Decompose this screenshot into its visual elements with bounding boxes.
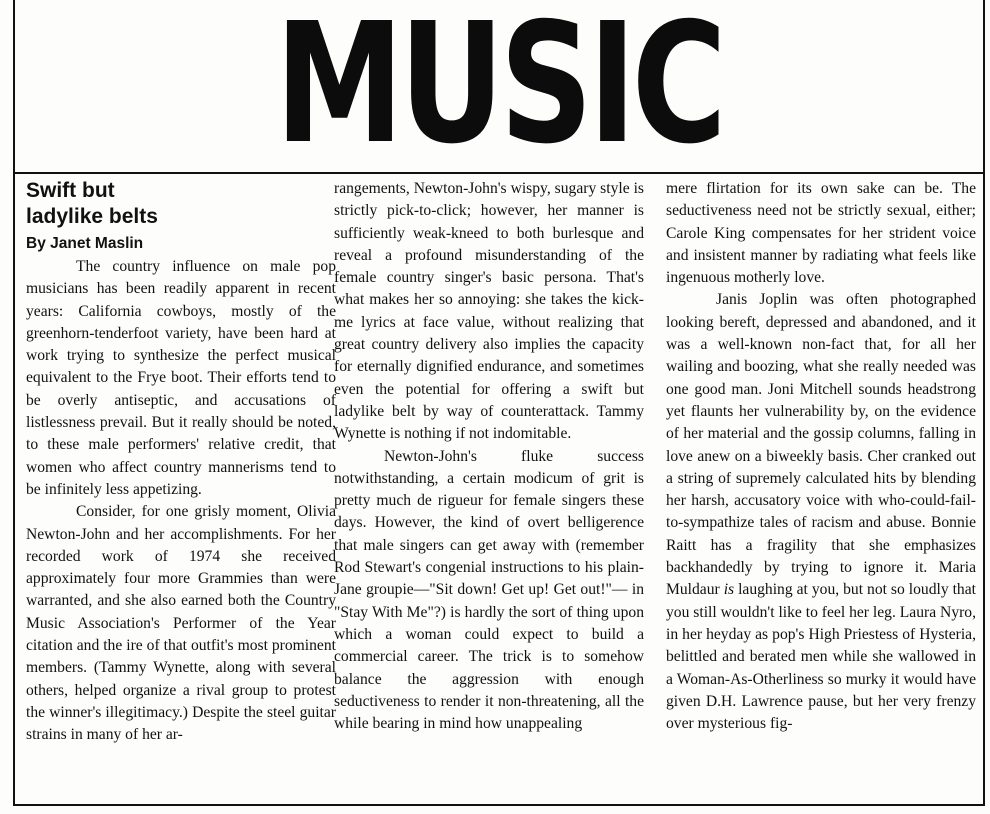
paragraph: mere flirtation for its own sake can be. The seductiveness need not be strictly sexual, either; Carole King compensates for her strident voice and insistent manner by radiating what feels like ingenuous motherly love. — [666, 180, 976, 287]
headline-line-2: ladylike belts — [26, 205, 158, 228]
paragraph: The country influence on male pop musicians has been readily apparent in recent years: California cowboys, mostly of the greenhorn-tenderfoot variety, have been hard at work trying to synthesize the perfect musical equivalent to the Frye boot. Their efforts tend to be overly antiseptic, and accusations of listlessness prevail. But it really should be noted, to these male performers' relative credit, that women who affect country mannerisms tend to be infinitely less appetizing. — [26, 258, 336, 498]
paragraph: rangements, Newton-John's wispy, sugary style is strictly pick-to-click; however, her manner is sufficiently weak-kneed to both burlesque and reveal a profound misunderstanding of the female country singer's basic persona. That's what makes her so annoying: she takes the kick-me lyrics at face value, without realizing that great country delivery also implies the capacity for eternally dignified endurance, and sometimes even the potential for offering a swift but ladylike belt by way of counterattack. Tammy Wynette is nothing if not indomitable. — [334, 180, 644, 443]
paragraph — [666, 289, 976, 735]
article-column-1 — [26, 178, 336, 747]
article-column-3 — [666, 178, 976, 735]
article-byline: By Janet Maslin — [26, 235, 144, 252]
article-headline — [26, 178, 336, 230]
emphasis-text: is — [723, 581, 735, 599]
paragraph: Consider, for one grisly moment, Olivia Newton-John and her accomplishments. For her recorded work of 1974 she received approximately four more Grammies than were warranted, and she also earned both the Country Music Association's Performer of the Year citation and the ire of that outfit's most prominent members. (Tammy Wynette, along with several others, helped organize a rival group to protest the winner's illegitimacy.) Despite the steel guitar strains in many of her ar- — [26, 503, 336, 744]
article-column-2 — [334, 178, 644, 735]
paragraph-text: laughing at you, but not so loudly that you still wouldn't like to feel her leg. Laura Nyro, in her heyday as pop's High Priestess of Hysteria, belittled and berated men while she wallowed in a Woman-As-Otherliness so murky it would have given D.H. Lawrence pause, but her very frenzy over mysterious fig- — [666, 581, 976, 733]
section-title: MUSIC — [275, 0, 723, 181]
section-masthead — [15, 0, 983, 181]
paragraph-text: Janis Joplin was often photographed looking bereft, depressed and abandoned, and it was a well-known non-fact that, for all her wailing and boozing, what she really needed was one good man. Joni Mitchell sounds headstrong yet flaunts her vulnerability by, on the evidence of her material and the gossip columns, falling in love anew on a biweekly basis. Cher cranked out a string of supremely calculated hits by blending her harsh, accusatory voice with who-could-fail-to-sympathize tales of racism and abuse. Bonnie Raitt has a fragility that she emphasizes backhandedly by trying to ignore it. Maria Muldaur — [666, 291, 976, 599]
headline-line-1: Swift but — [26, 179, 115, 202]
paragraph: Newton-John's fluke success notwithstanding, a certain modicum of grit is pretty much de rigueur for female singers these days. However, the kind of overt belligerence that male singers can get away with (remember Rod Stewart's congenial instructions to his plain-Jane groupie—"Sit down! Get up! Get out!"— in "Stay With Me"?) is hardly the sort of thing upon which a woman could expect to build a commercial career. The trick is to somehow balance the aggression with enough seductiveness to render it non-threatening, all the while bearing in mind how unappealing — [334, 447, 644, 733]
